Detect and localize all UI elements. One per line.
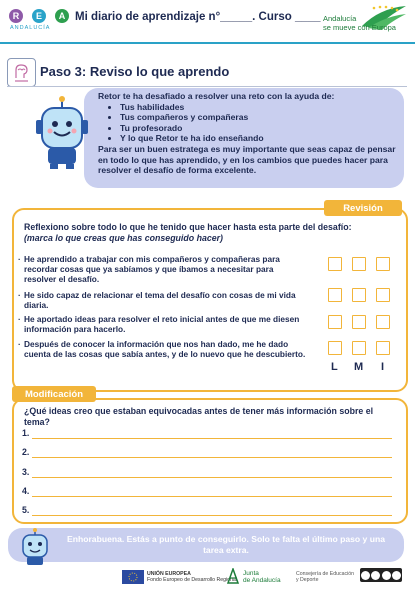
checkbox-item1-i[interactable] xyxy=(376,257,390,271)
revision-subheading: (marca lo que creas que has conseguido hacer) xyxy=(24,233,223,243)
revision-tab: Revisión xyxy=(324,200,402,216)
logo-letter-e: E xyxy=(32,9,46,23)
checkbox-item1-m[interactable] xyxy=(352,257,366,271)
answer-line[interactable] xyxy=(32,438,392,439)
scale-label-i: I xyxy=(381,361,385,373)
answer-line-number: 3. xyxy=(22,467,30,477)
consejeria-logo xyxy=(296,571,354,583)
page-title: Mi diario de aprendizaje n°_____. Curso ____ xyxy=(75,11,321,23)
bullet-icon: · xyxy=(18,314,21,324)
header-divider xyxy=(0,42,415,44)
bullet-icon: · xyxy=(18,254,21,264)
junta-emblem-icon xyxy=(226,568,240,584)
answer-line-number: 4. xyxy=(22,486,30,496)
checkbox-item3-m[interactable] xyxy=(352,315,366,329)
revision-heading xyxy=(24,222,396,244)
cc-license-badge xyxy=(360,568,402,582)
region-logo-line1: Andalucía xyxy=(323,14,357,23)
eu-flag-icon xyxy=(122,570,144,584)
revision-item xyxy=(18,254,308,284)
cc-icon xyxy=(361,571,370,580)
answer-line-number: 2. xyxy=(22,447,30,457)
intro-list-item: • Tu profesorado xyxy=(120,123,398,134)
nc-icon xyxy=(382,571,391,580)
revision-item xyxy=(18,290,308,310)
step-title: Paso 3: Reviso lo que aprendo xyxy=(40,64,230,79)
checkbox-item2-l[interactable] xyxy=(328,288,342,302)
retor-robot-icon xyxy=(26,94,98,170)
intro-list-item: • Tus habilidades xyxy=(120,102,398,113)
eu-line2: Fondo Europeo de Desarrollo Regional xyxy=(147,577,237,583)
logo-letter-r: R xyxy=(9,9,23,23)
logo-letter-a: A xyxy=(55,9,69,23)
checkbox-item2-i[interactable] xyxy=(376,288,390,302)
intro-list-item: • Tus compañeros y compañeras xyxy=(120,112,398,123)
modificacion-question: ¿Qué ideas creo que estaban equivocadas antes de tener más información sobre el tema? xyxy=(24,406,374,427)
sa-icon xyxy=(392,571,401,580)
intro-text xyxy=(98,91,398,176)
revision-item-text: He aprendido a trabajar con mis compañeros y compañeras para recordar cosas que ya sabíamos y que íbamos a necesitar para resolver el desafío. xyxy=(24,254,280,284)
checkbox-item3-i[interactable] xyxy=(376,315,390,329)
answer-line[interactable] xyxy=(32,477,392,478)
logo-caption: ANDALUCÍA xyxy=(10,25,51,31)
junta-line1: Junta xyxy=(243,570,259,577)
intro-closing: Para ser un buen estratega es muy importante que seas capaz de pensar en todo lo que has aprendido, y en los cambios que puedes hacer para resolver el desafío de forma excelente. xyxy=(98,143,396,176)
intro-lead: Retor te ha desafiado a resolver una reto con la ayuda de: xyxy=(98,91,335,101)
bullet-icon: · xyxy=(18,290,21,300)
region-logo-line2: se mueve con Europa xyxy=(323,23,396,32)
intro-list xyxy=(98,102,398,144)
brain-hand-icon xyxy=(7,58,36,87)
revision-item xyxy=(18,314,308,334)
checkbox-item1-l[interactable] xyxy=(328,257,342,271)
answer-line[interactable] xyxy=(32,515,392,516)
revision-item-text: He sido capaz de relacionar el tema del desafío con cosas de mi vida diaria. xyxy=(24,290,296,310)
answer-line-number: 5. xyxy=(22,505,30,515)
answer-line-number: 1. xyxy=(22,428,30,438)
junta-line2: de Andalucía xyxy=(243,577,281,584)
answer-line[interactable] xyxy=(32,496,392,497)
intro-list-item: • Y lo que Retor te ha ido enseñando xyxy=(120,133,398,144)
checkbox-item3-l[interactable] xyxy=(328,315,342,329)
scale-label-l: L xyxy=(331,361,338,373)
scale-label-m: M xyxy=(354,361,364,373)
checkbox-item4-l[interactable] xyxy=(328,341,342,355)
eu-line1: UNIÓN EUROPEA xyxy=(147,571,191,577)
consejeria-line2: y Deporte xyxy=(296,577,319,583)
checkbox-item2-m[interactable] xyxy=(352,288,366,302)
step-divider xyxy=(7,86,407,87)
revision-heading-text: Reflexiono sobre todo lo que he tenido que hacer hasta esta parte del desafío: xyxy=(24,222,352,232)
by-icon xyxy=(371,571,380,580)
congrats-text: Enhorabuena. Estás a punto de conseguirlo. Solo te falta el último paso y una tarea extra. xyxy=(66,534,386,555)
checkbox-item4-m[interactable] xyxy=(352,341,366,355)
answer-line[interactable] xyxy=(32,457,392,458)
consejeria-line1: Consejería de Educación xyxy=(296,571,354,577)
revision-item-text: He aportado ideas para resolver el reto inicial antes de que me diesen información para hacerlo. xyxy=(24,314,300,334)
retor-robot-small-icon xyxy=(16,527,54,567)
checkbox-item4-i[interactable] xyxy=(376,341,390,355)
modificacion-tab: Modificación xyxy=(12,386,96,402)
revision-item-text: Después de conocer la información que nos han dado, me he dado cuenta de las cosas que sabía antes, y de lo nuevo que he descubierto. xyxy=(24,339,306,359)
revision-item xyxy=(18,339,308,359)
bullet-icon: · xyxy=(18,339,21,349)
